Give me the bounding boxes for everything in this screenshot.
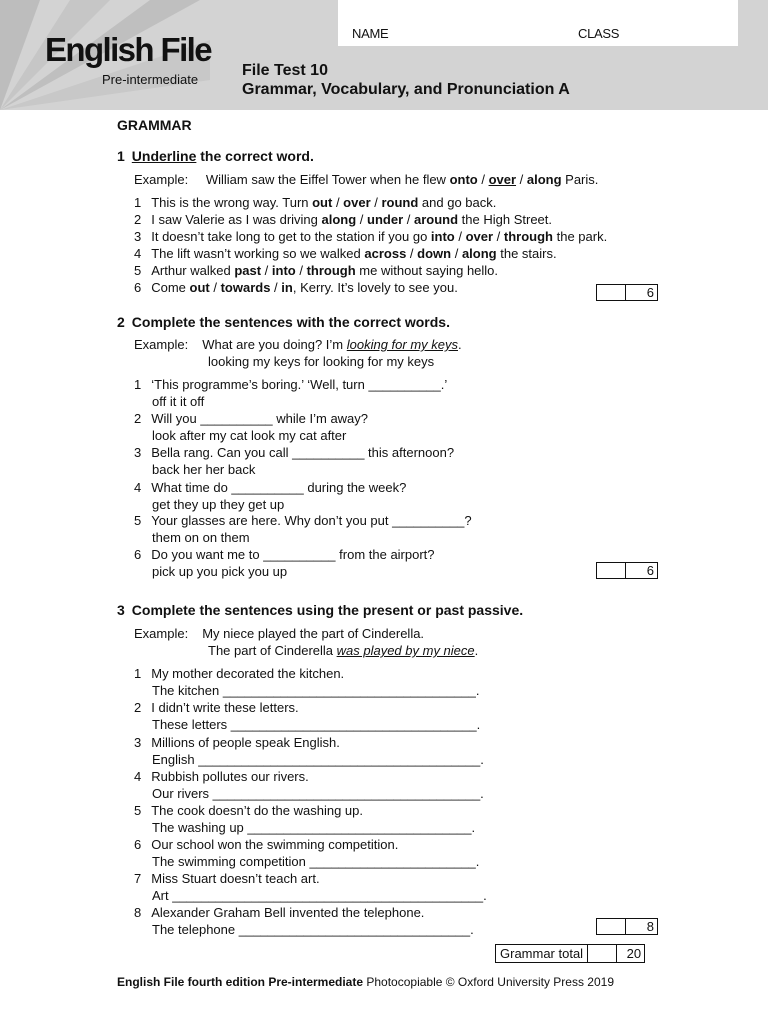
total-entry[interactable] xyxy=(588,945,617,962)
q2-heading: 2 Complete the sentences with the correct words. xyxy=(117,314,450,330)
logo-subtitle: Pre-intermediate xyxy=(102,72,199,87)
score-entry[interactable] xyxy=(597,285,626,300)
list-item: 1 This is the wrong way. Turn out / over / round and go back. xyxy=(134,195,497,210)
score-max: 6 xyxy=(646,285,654,300)
list-item: 6 Do you want me to __________ from the airport? xyxy=(134,547,435,562)
list-item: 4 Rubbish pollutes our rivers. xyxy=(134,769,309,784)
list-item: 2 Will you __________ while I’m away? xyxy=(134,411,369,426)
list-item: 1 My mother decorated the kitchen. xyxy=(134,666,345,681)
q2-score-box xyxy=(596,562,658,579)
grammar-total-box xyxy=(495,944,645,963)
answer-line[interactable]: Art ___________________________________________. xyxy=(152,888,487,903)
list-item: 5 Your glasses are here. Why don’t you put __________? xyxy=(134,513,472,528)
grammar-total-value: 20 xyxy=(626,946,642,961)
answer-line[interactable]: The washing up _______________________________. xyxy=(152,820,476,835)
q1-heading-underline: Underline xyxy=(131,148,197,164)
test-number: File Test 10 xyxy=(242,62,328,79)
q3-score-box xyxy=(596,918,658,935)
header-banner xyxy=(0,0,768,110)
answer-line[interactable]: English _______________________________________. xyxy=(152,752,484,767)
answer-line[interactable]: The swimming competition _______________________. xyxy=(152,854,480,869)
list-item: 4 The lift wasn’t working so we walked across / down / along the stairs. xyxy=(134,246,557,261)
test-title: Grammar, Vocabulary, and Pronunciation A xyxy=(242,81,570,98)
q3-heading: 3 Complete the sentences using the present or past passive. xyxy=(117,602,524,618)
score-entry[interactable] xyxy=(597,919,626,934)
list-item: 3 Millions of people speak English. xyxy=(134,735,340,750)
score-entry[interactable] xyxy=(597,563,626,578)
q3-example-answer-line: The part of Cinderella was played by my niece. xyxy=(208,643,479,658)
item-options: pick up you pick you up xyxy=(152,564,288,579)
item-options: them on on them xyxy=(152,530,250,545)
class-label: CLASS xyxy=(578,26,620,41)
answer-line[interactable]: Our rivers _____________________________________. xyxy=(152,786,484,801)
list-item: 8 Alexander Graham Bell invented the telephone. xyxy=(134,905,425,920)
q1-number: 1 xyxy=(117,148,125,164)
list-item: 4 What time do __________ during the week? xyxy=(134,480,407,495)
list-item: 2 I saw Valerie as I was driving along / under / around the High Street. xyxy=(134,212,553,227)
name-class-bar xyxy=(338,0,738,46)
logo-title: English File xyxy=(45,31,211,68)
grammar-total-label: Grammar total xyxy=(496,945,588,962)
q2-example: Example: What are you doing? I’m looking for my keys. xyxy=(134,337,462,352)
q1-example-text: William saw the Eiffel Tower when he flew onto / over / along Paris. xyxy=(205,172,599,187)
item-options: look after my cat look my cat after xyxy=(152,428,347,443)
score-max: 6 xyxy=(646,563,654,578)
list-item: 2 I didn’t write these letters. xyxy=(134,700,299,715)
name-label: NAME xyxy=(352,26,389,41)
list-item: 3 Bella rang. Can you call __________ this afternoon? xyxy=(134,445,455,460)
list-item: 3 It doesn’t take long to get to the station if you go into / over / through the park. xyxy=(134,229,608,244)
answer-line[interactable]: The kitchen ___________________________________. xyxy=(152,683,480,698)
q3-example: Example: My niece played the part of Cinderella. xyxy=(134,626,425,641)
list-item: 5 The cook doesn’t do the washing up. xyxy=(134,803,363,818)
list-item: 7 Miss Stuart doesn’t teach art. xyxy=(134,871,320,886)
q1-example xyxy=(134,172,598,188)
list-item: 6 Come out / towards / in, Kerry. It’s lovely to see you. xyxy=(134,280,458,295)
item-options: back her her back xyxy=(152,462,256,477)
q1-heading xyxy=(117,148,314,164)
answer-line[interactable]: The telephone ________________________________. xyxy=(152,922,474,937)
q1-score-box xyxy=(596,284,658,301)
q2-example-options: looking my keys for looking for my keys xyxy=(208,354,435,369)
list-item: 1 ‘This programme’s boring.’ ‘Well, turn __________.’ xyxy=(134,377,448,392)
footer xyxy=(117,975,614,989)
q1-heading-text: the correct word. xyxy=(196,148,314,164)
list-item: 5 Arthur walked past / into / through me without saying hello. xyxy=(134,263,499,278)
item-options: off it it off xyxy=(152,394,205,409)
item-options: get they up they get up xyxy=(152,497,285,512)
footer-copyright: Photocopiable © Oxford University Press 2019 xyxy=(363,975,614,989)
q1-example-label: Example: xyxy=(134,172,189,187)
score-max: 8 xyxy=(646,919,654,934)
section-heading: GRAMMAR xyxy=(117,117,192,133)
answer-line[interactable]: These letters __________________________________. xyxy=(152,717,481,732)
footer-edition: English File fourth edition Pre-intermediate xyxy=(117,975,364,989)
list-item: 6 Our school won the swimming competition. xyxy=(134,837,399,852)
